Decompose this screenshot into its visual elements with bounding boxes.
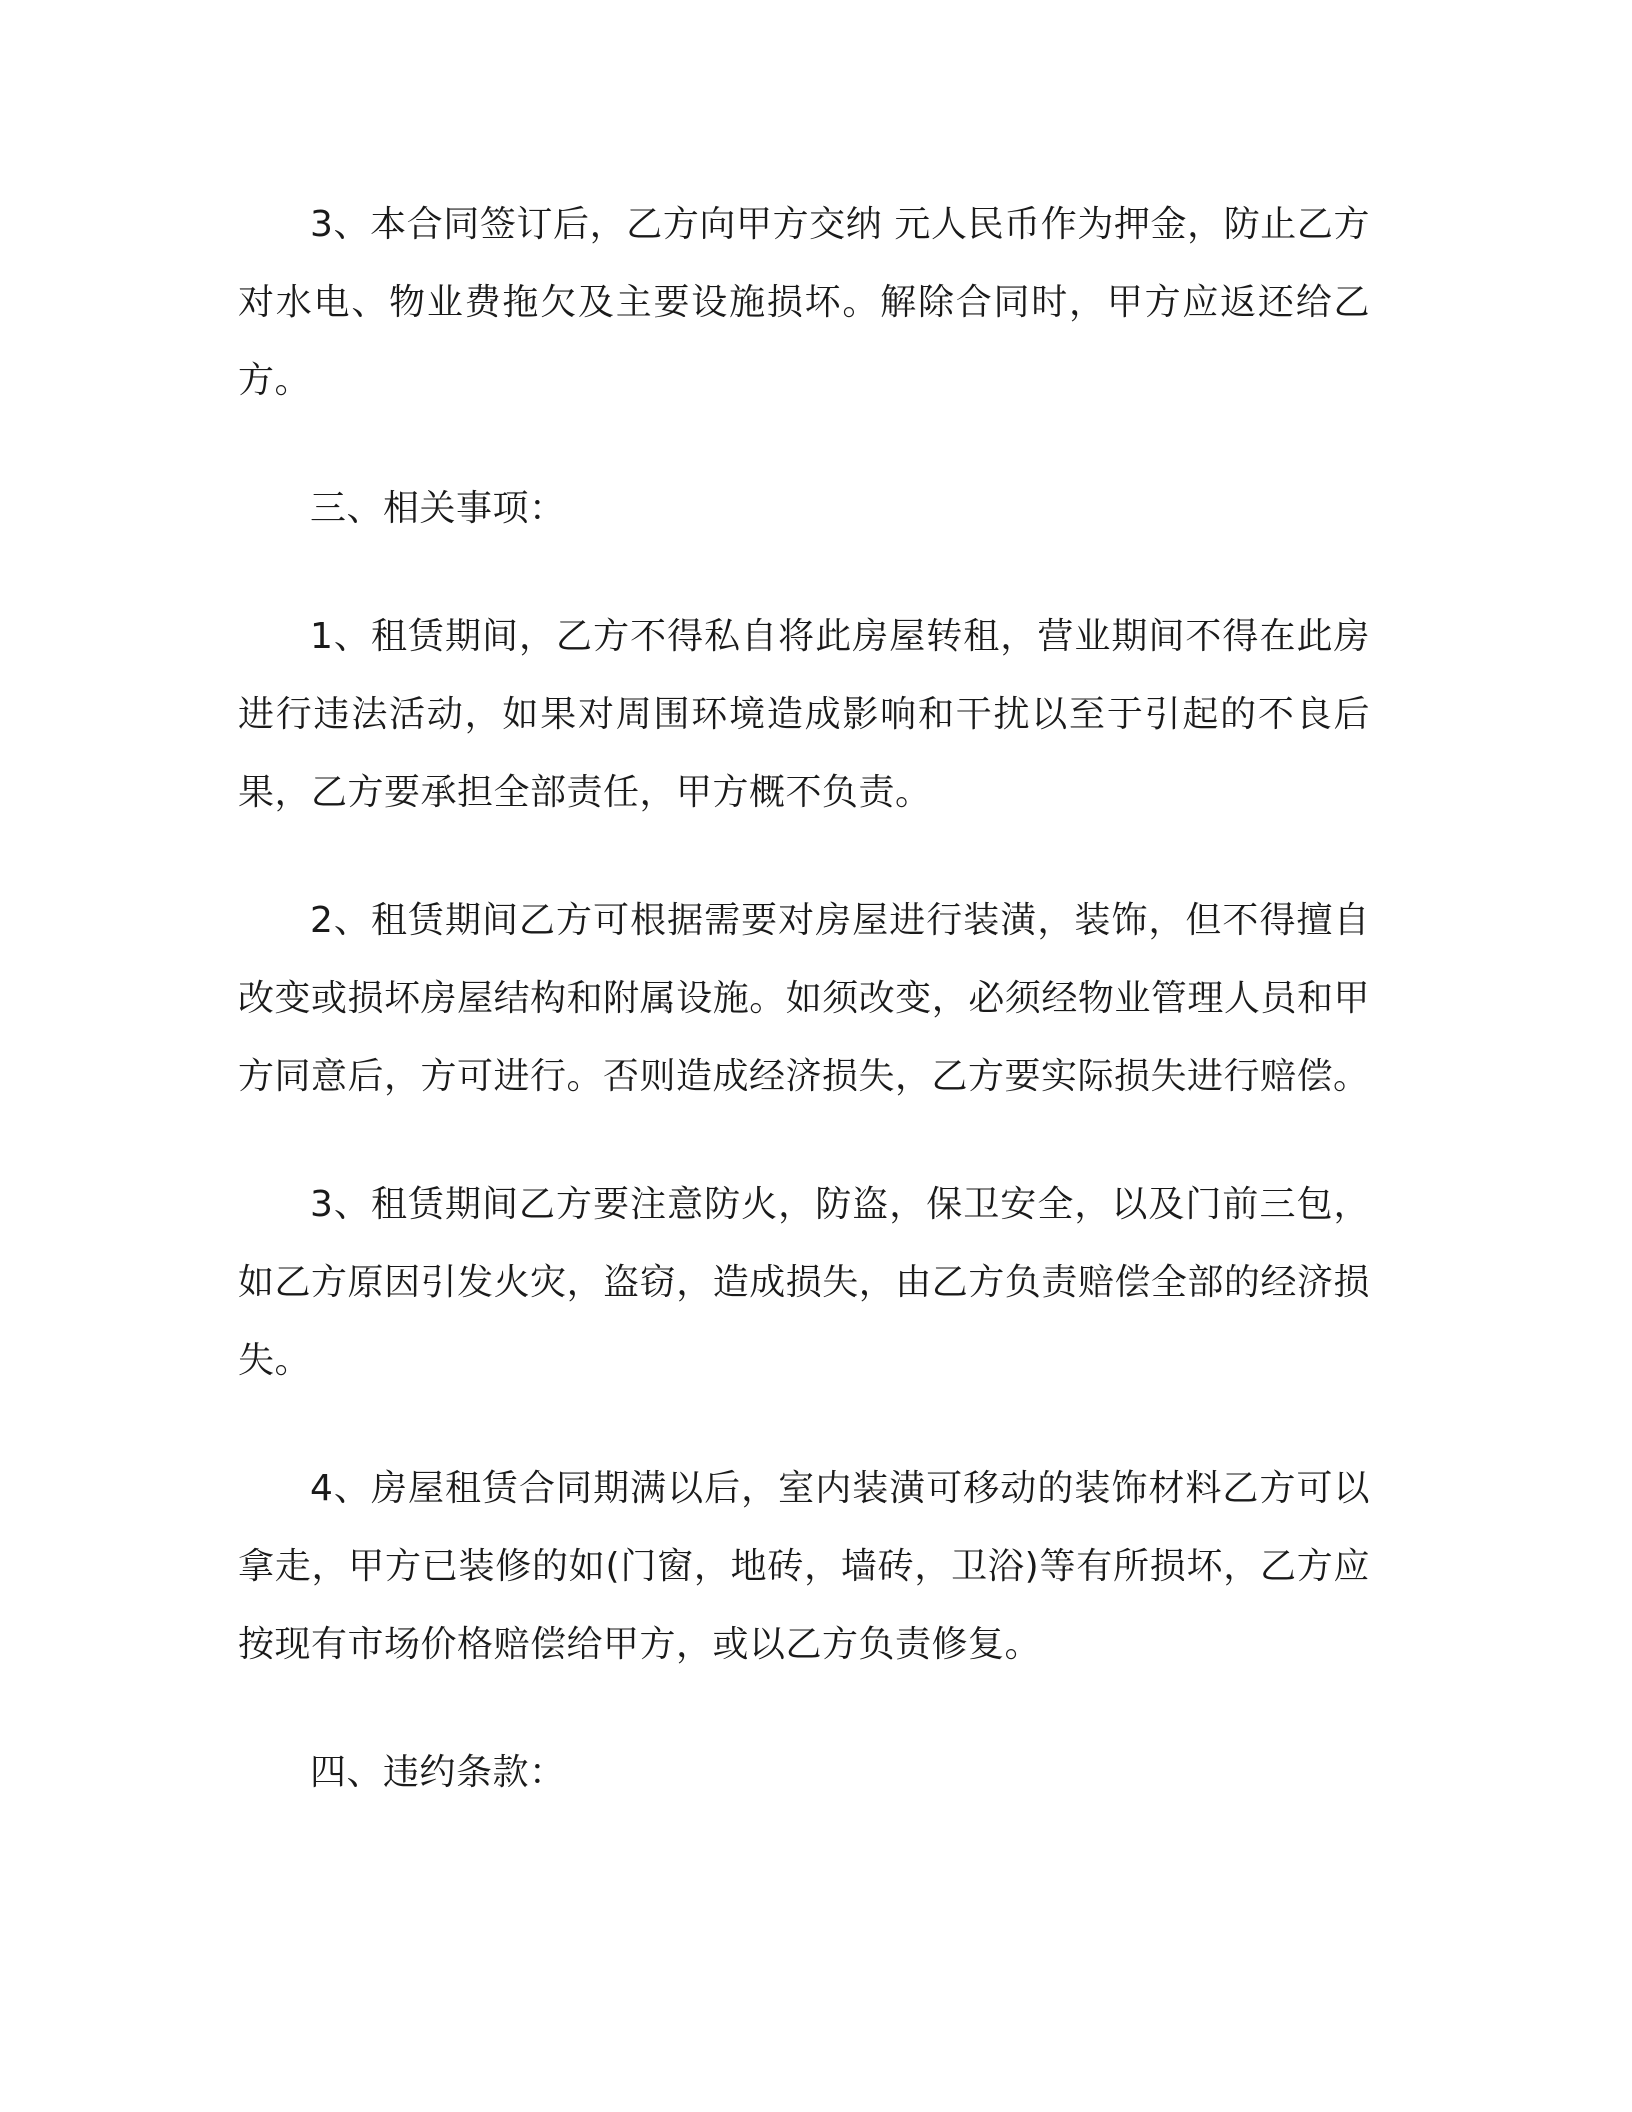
clause-3-3-safety: 3、租赁期间乙方要注意防火，防盗，保卫安全，以及门前三包，如乙方原因引发火灾，盗窃，造成损失，由乙方负责赔偿全部的经济损失。 (238, 1184, 1370, 1381)
clause-3-2-decoration: 2、租赁期间乙方可根据需要对房屋进行装潢，装饰，但不得擅自改变或损坏房屋结构和附属设施。如须改变，必须经物业管理人员和甲方同意后，方可进行。否则造成经济损失，乙方要实际损失进行赔偿。 (238, 900, 1370, 1097)
clause-3-1-sublease: 1、租赁期间，乙方不得私自将此房屋转租，营业期间不得在此房进行违法活动，如果对周围环境造成影响和干扰以至于引起的不良后果，乙方要承担全部责任，甲方概不负责。 (238, 616, 1370, 813)
section-heading-breach-clauses: 四、违约条款： (310, 1752, 566, 1793)
clause-2-3-deposit: 3、本合同签订后，乙方向甲方交纳 元人民币作为押金，防止乙方对水电、物业费拖欠及主要设施损坏。解除合同时，甲方应返还给乙方。 (238, 204, 1370, 401)
clause-3-4-expiry: 4、房屋租赁合同期满以后，室内装潢可移动的装饰材料乙方可以拿走，甲方已装修的如(门窗，地砖，墙砖，卫浴)等有所损坏，乙方应按现有市场价格赔偿给甲方，或以乙方负责修复。 (238, 1468, 1370, 1665)
section-heading-related-matters: 三、相关事项： (310, 488, 566, 529)
document-body (238, 186, 1370, 1862)
